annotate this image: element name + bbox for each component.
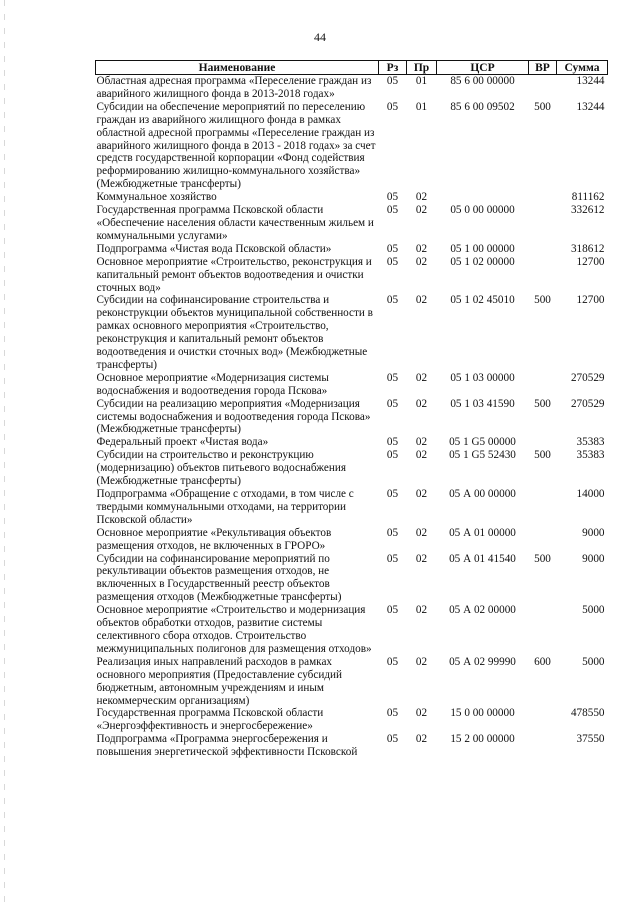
cell-name: Основное мероприятие «Рекультивация объектов размещения отходов, не включенных в ГРОРО»: [96, 526, 332, 552]
header-vr: ВР: [529, 61, 557, 75]
cell-vr: [529, 75, 557, 101]
cell-name: Основное мероприятие «Строительство, реконструкция и капитальный ремонт объектов водоотведения и очистки сточных вод»: [96, 255, 372, 294]
cell-pr: 02: [415, 655, 428, 668]
cell-rz: 05: [386, 191, 399, 204]
cell-pr: 02: [415, 707, 428, 720]
cell-rz: 05: [386, 397, 399, 410]
cell-csr: 05 1 00 00000: [450, 242, 515, 255]
cell-sum: 9000: [582, 552, 605, 565]
cell-name: Подпрограмма «Обращение с отходами, в том числе с твердыми коммунальными отходами, на территории Псковской области»: [96, 488, 354, 526]
cell-rz: 05: [386, 488, 399, 500]
cell-name: Государственная программа Псковской области «Обеспечение населения области качественным жильем и коммунальными услугами»: [96, 204, 374, 242]
header-name: Наименование: [96, 61, 379, 75]
cell-pr: 02: [415, 552, 428, 565]
cell-rz: 05: [386, 255, 399, 268]
cell-sum: 14000: [576, 488, 605, 500]
cell-pr: 02: [415, 604, 428, 617]
budget-table-container: [95, 60, 608, 759]
cell-pr: 01: [415, 75, 428, 87]
cell-sum: 13244: [576, 100, 605, 113]
cell-rz: 05: [386, 371, 399, 384]
cell-csr: 05 А 01 00000: [449, 526, 516, 539]
table-row: [96, 75, 608, 101]
cell-name: Субсидии на строительство и реконструкцию (модернизацию) объектов питьевого водоснабжения (Межбюджетные трансферты): [96, 449, 346, 488]
header-csr: ЦСР: [437, 61, 529, 75]
cell-name: Подпрограмма «Программа энергосбережения и повышения энергетической эффективности Псковской: [96, 733, 358, 759]
cell-sum: 12700: [576, 255, 605, 268]
cell-sum: 35383: [576, 449, 605, 462]
cell-sum: 332612: [570, 204, 605, 217]
cell-pr: 02: [415, 449, 428, 462]
cell-name: Субсидии на обеспечение мероприятий по переселению граждан из аварийного жилищного фонда в рамках областной адресной программы «Переселение граждан из аварийного жилищного фонда в 2013 - 2018 годах» за счет средств государственной корпорации «Фонд содействия реформированию жилищно-коммунального хозяйства» (Межбюджетные трансферты): [96, 100, 376, 191]
cell-rz: 05: [386, 436, 399, 449]
cell-name: Коммунальное хозяйство: [96, 191, 217, 204]
table-row: [96, 191, 608, 204]
cell-rz: 05: [386, 100, 399, 113]
table-body: [96, 75, 608, 760]
cell-csr: 05 А 02 99990: [449, 655, 516, 668]
cell-sum: 318612: [570, 242, 605, 255]
cell-vr: [529, 604, 557, 656]
table-row: [96, 733, 608, 759]
table-row: [96, 707, 608, 733]
cell-pr: 02: [415, 242, 428, 255]
cell-csr: 05 0 00 00000: [450, 204, 515, 217]
cell-csr: 05 1 03 41590: [450, 397, 515, 410]
cell-rz: 05: [386, 75, 399, 87]
cell-csr: 85 6 00 00000: [450, 75, 515, 87]
cell-rz: 05: [386, 733, 399, 746]
cell-csr: 05 А 02 00000: [449, 604, 516, 617]
cell-name: Областная адресная программа «Переселение граждан из аварийного жилищного фонда в 2013-2018 годах»: [96, 75, 372, 100]
cell-csr: 05 1 03 00000: [450, 371, 515, 384]
table-row: [96, 204, 608, 243]
table-row: [96, 398, 608, 437]
cell-sum: 811162: [571, 191, 605, 204]
cell-vr: [529, 243, 557, 256]
cell-csr: 05 1 02 45010: [450, 294, 515, 307]
cell-rz: 05: [386, 294, 399, 307]
cell-pr: 02: [415, 255, 428, 268]
cell-sum: 37550: [576, 733, 605, 746]
cell-sum: 35383: [576, 436, 605, 449]
budget-table: [95, 60, 608, 759]
cell-pr: 02: [415, 733, 428, 746]
cell-rz: 05: [386, 655, 399, 668]
cell-name: Государственная программа Псковской области «Энергоэффективность и энергосбережение»: [96, 707, 324, 733]
cell-csr: 85 6 00 09502: [450, 100, 515, 113]
cell-name: Основное мероприятие «Модернизация системы водоснабжения и водоотведения города Пскова»: [96, 371, 329, 397]
cell-name: Субсидии на софинансирование строительства и реконструкции объектов муниципальной собственности в рамках основного мероприятия «Строительство, реконструкция и капитальный ремонт объектов водоотведения и очистки сточных вод» (Межбюджетные трансферты): [96, 294, 373, 371]
cell-name: Субсидии на реализацию мероприятия «Модернизация системы водоснабжения и водоотведения города Пскова» (Межбюджетные трансферты): [96, 397, 371, 436]
cell-vr: 500: [534, 552, 551, 565]
cell-pr: 02: [415, 436, 428, 449]
cell-rz: 05: [386, 449, 399, 462]
cell-vr: [529, 372, 557, 398]
table-row: [96, 436, 608, 449]
cell-name: Реализация иных направлений расходов в рамках основного мероприятия (Предоставление субсидий бюджетным, автономным учреждениям и иным некоммерческим организациям): [96, 655, 342, 707]
cell-vr: 600: [534, 655, 551, 668]
page-number: 44: [314, 30, 326, 44]
cell-vr: [529, 488, 557, 527]
cell-vr: 500: [534, 449, 551, 462]
table-row: [96, 553, 608, 605]
cell-sum: 270529: [570, 397, 605, 410]
cell-name: Основное мероприятие «Строительство и модернизация объектов обработки отходов, развитие системы селективного сбора отходов. Строительство межмуниципальных полигонов для размещения отходов»: [96, 604, 372, 655]
cell-pr: 01: [415, 100, 428, 113]
table-row: [96, 449, 608, 488]
cell-csr: 15 0 00 00000: [450, 707, 515, 720]
cell-csr: 05 А 00 00000: [449, 488, 516, 500]
cell-rz: 05: [386, 552, 399, 565]
table-row: [96, 256, 608, 295]
table-row: [96, 372, 608, 398]
cell-csr: 15 2 00 00000: [450, 733, 515, 746]
cell-csr: [437, 191, 529, 204]
cell-pr: 02: [415, 204, 428, 217]
table-header-row: [96, 61, 608, 75]
cell-vr: 500: [534, 397, 551, 410]
cell-name: Подпрограмма «Чистая вода Псковской области»: [96, 242, 332, 255]
cell-vr: [529, 256, 557, 295]
table-row: [96, 656, 608, 708]
table-row: [96, 604, 608, 656]
cell-name: Субсидии на софинансирование мероприятий по рекультивации объектов размещения отходов, не включенных в Государственный реестр объектов размещения отходов (Межбюджетные трансферты): [96, 552, 342, 604]
cell-vr: [529, 707, 557, 733]
cell-vr: [529, 191, 557, 204]
cell-csr: 05 А 01 41540: [449, 552, 516, 565]
cell-pr: 02: [415, 294, 428, 307]
cell-pr: 02: [415, 488, 428, 500]
cell-sum: 270529: [570, 371, 605, 384]
cell-name: Федеральный проект «Чистая вода»: [96, 436, 269, 449]
cell-vr: [529, 527, 557, 553]
table-row: [96, 527, 608, 553]
cell-rz: 05: [386, 242, 399, 255]
cell-sum: 5000: [582, 655, 605, 668]
table-row: [96, 243, 608, 256]
cell-sum: 5000: [582, 604, 605, 617]
header-sum: Сумма: [557, 61, 608, 75]
cell-vr: [529, 204, 557, 243]
cell-vr: 500: [534, 100, 551, 113]
cell-vr: 500: [534, 294, 551, 307]
cell-csr: 05 1 02 00000: [450, 255, 515, 268]
cell-vr: [529, 436, 557, 449]
cell-pr: 02: [415, 371, 428, 384]
cell-sum: 12700: [576, 294, 605, 307]
header-pr: Пр: [407, 61, 437, 75]
cell-vr: [529, 733, 557, 759]
header-rz: Рз: [379, 61, 407, 75]
cell-rz: 05: [386, 204, 399, 217]
cell-sum: 9000: [582, 526, 605, 539]
table-row: [96, 294, 608, 371]
cell-csr: 05 1 G5 00000: [449, 436, 516, 449]
cell-pr: 02: [415, 397, 428, 410]
table-row: [96, 101, 608, 191]
cell-rz: 05: [386, 707, 399, 720]
scan-margin-marks: [4, 0, 5, 905]
table-row: [96, 488, 608, 527]
cell-pr: 02: [415, 526, 428, 539]
cell-rz: 05: [386, 604, 399, 617]
cell-pr: 02: [415, 191, 428, 204]
cell-csr: 05 1 G5 52430: [449, 449, 516, 462]
cell-sum: 478550: [570, 707, 605, 720]
cell-rz: 05: [386, 526, 399, 539]
cell-sum: 13244: [576, 75, 605, 87]
